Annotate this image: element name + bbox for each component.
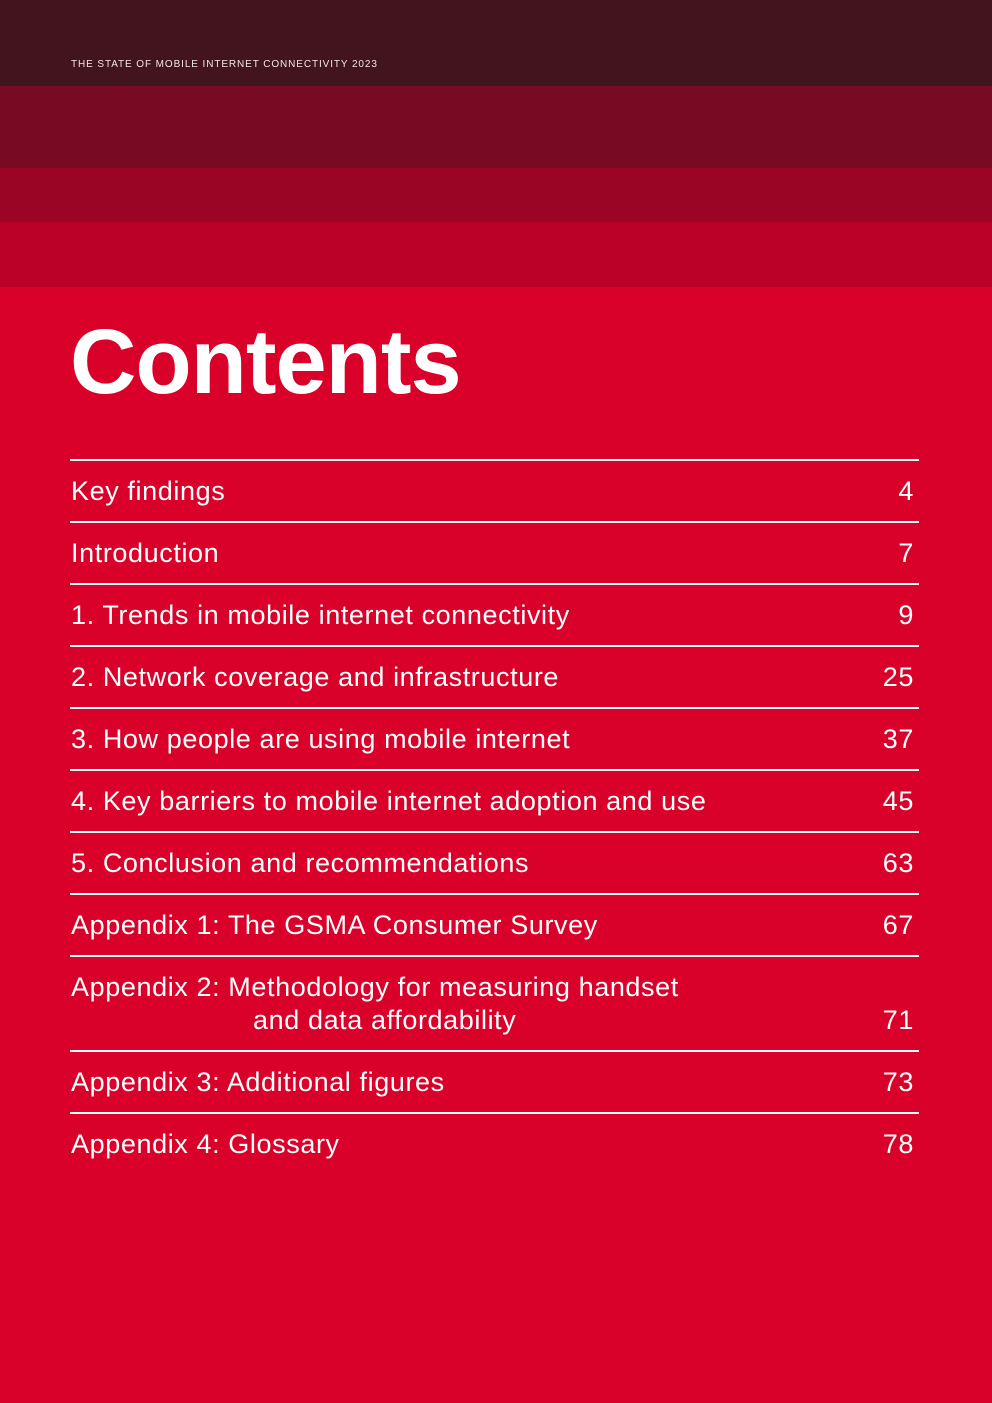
page-title: Contents	[70, 311, 461, 413]
toc-item-page-number: 37	[882, 724, 914, 754]
table-of-contents	[70, 459, 919, 1174]
toc-item-label: 5. Conclusion and recommendations	[71, 848, 530, 878]
toc-item-page-number: 78	[882, 1129, 914, 1159]
toc-item-mobile-internet-use[interactable]	[70, 709, 919, 771]
toc-item-page-number: 63	[882, 848, 914, 878]
toc-item-page-number: 9	[898, 600, 914, 630]
header-band-dark	[0, 0, 992, 86]
toc-item-label: Appendix 1: The GSMA Consumer Survey	[71, 910, 598, 940]
toc-item-label: Appendix 2: Methodology for measuring handset	[71, 972, 679, 1002]
toc-item-page-number: 45	[882, 786, 914, 816]
header-band-red	[0, 222, 992, 287]
toc-item-page-number: 25	[882, 662, 914, 692]
toc-item-trends[interactable]	[70, 585, 919, 647]
toc-item-page-number: 67	[882, 910, 914, 940]
toc-item-page-number: 73	[882, 1067, 914, 1097]
toc-item-label: 3. How people are using mobile internet	[71, 724, 571, 754]
header-band-maroon	[0, 86, 992, 168]
toc-item-label: 1. Trends in mobile internet connectivity	[71, 600, 570, 630]
toc-item-page-number: 71	[882, 1005, 914, 1035]
toc-item-label: Key findings	[71, 476, 226, 506]
toc-item-label: Appendix 4: Glossary	[71, 1129, 340, 1159]
toc-item-network-coverage[interactable]	[70, 647, 919, 709]
toc-item-page-number: 4	[898, 476, 914, 506]
toc-item-key-barriers[interactable]	[70, 771, 919, 833]
toc-item-appendix-3[interactable]	[70, 1052, 919, 1114]
toc-item-appendix-2[interactable]	[70, 957, 919, 1052]
toc-item-introduction[interactable]	[70, 523, 919, 585]
toc-item-appendix-1[interactable]	[70, 895, 919, 957]
toc-item-key-findings[interactable]	[70, 461, 919, 523]
toc-item-label: 4. Key barriers to mobile internet adoption and use	[71, 786, 707, 816]
toc-item-conclusion[interactable]	[70, 833, 919, 895]
toc-item-page-number: 7	[898, 538, 914, 568]
toc-item-label-block	[71, 971, 679, 1036]
header-band-crimson	[0, 168, 992, 222]
toc-item-appendix-4[interactable]	[70, 1114, 919, 1174]
toc-item-label: Appendix 3: Additional figures	[71, 1067, 445, 1097]
toc-item-label: 2. Network coverage and infrastructure	[71, 662, 560, 692]
toc-item-label: Introduction	[71, 538, 220, 568]
toc-item-label-continued: and data affordability	[253, 1005, 517, 1035]
running-header: THE STATE OF MOBILE INTERNET CONNECTIVITY 2023	[71, 59, 378, 70]
